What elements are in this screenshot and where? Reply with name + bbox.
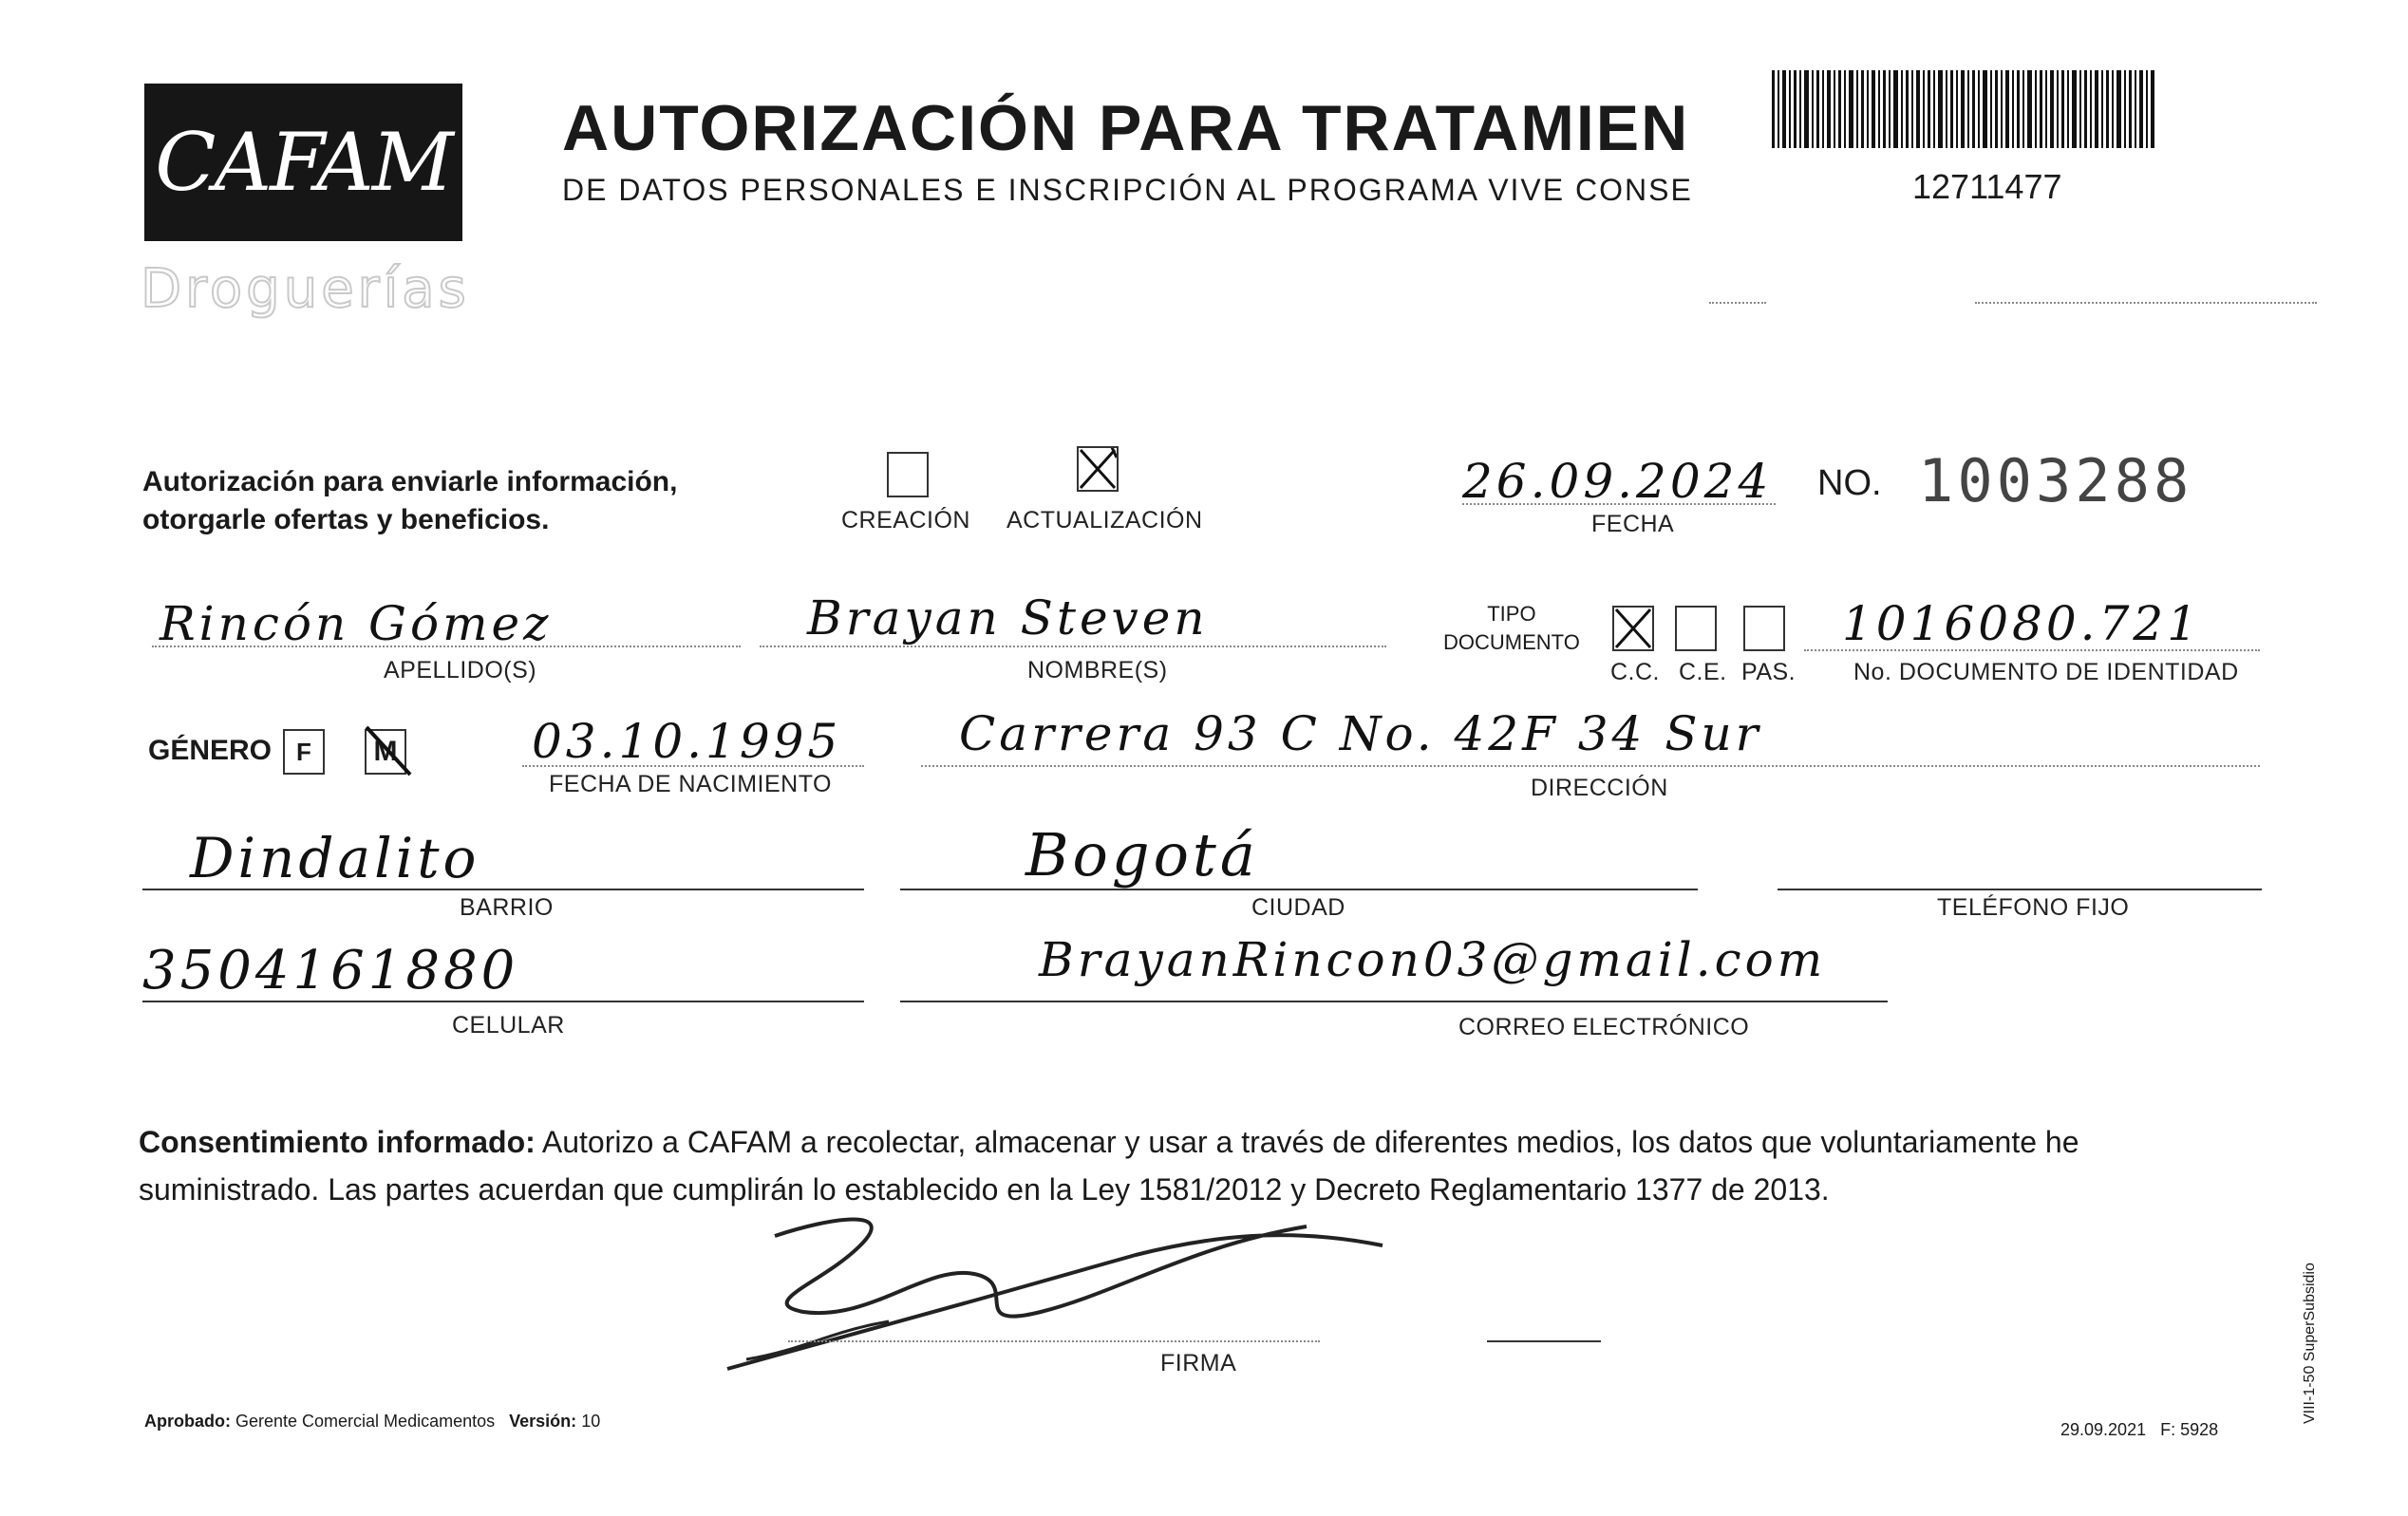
correo-label: CORREO ELECTRÓNICO [1458, 1014, 1750, 1040]
barrio-label: BARRIO [460, 894, 554, 921]
pas-checkbox[interactable] [1743, 606, 1785, 651]
firma-line [788, 1340, 1320, 1342]
documento-value[interactable]: 1016080.721 [1842, 596, 2202, 651]
genero-m-checkbox[interactable]: M [365, 729, 406, 775]
subbrand: Droguerías [141, 258, 470, 320]
footer-date-code [2060, 1420, 2218, 1440]
ciudad-value[interactable]: Bogotá [1025, 820, 1259, 889]
apellidos-line [152, 646, 741, 647]
side-vertical-text: VIII-1-50 SuperSubsidio [2302, 1263, 2318, 1424]
firma-label: FIRMA [1160, 1350, 1237, 1376]
header-rule-1 [1709, 302, 1766, 304]
nombres-label: NOMBRE(S) [1027, 657, 1168, 683]
logo-text: CAFAM [155, 116, 452, 209]
cc-label: C.C. [1610, 659, 1660, 685]
authorization-text [142, 463, 677, 539]
footer-approved [144, 1412, 600, 1432]
actualizacion-checkbox[interactable] [1077, 446, 1119, 492]
form-subtitle: DE DATOS PERSONALES E INSCRIPCIÓN AL PROGRAMA VIVE CONSE [562, 173, 1693, 207]
consent-heading: Consentimiento informado: [139, 1125, 536, 1159]
fecha-value[interactable]: 26.09.2024 [1462, 454, 1773, 509]
ciudad-label: CIUDAD [1251, 894, 1345, 921]
authorization-line-2: otorgarle ofertas y beneficios. [142, 504, 550, 535]
documento-label: DOCUMENTO [1443, 630, 1580, 654]
version-value: 10 [581, 1412, 601, 1431]
telefono-line [1778, 889, 2262, 890]
tipo-documento-label [1443, 600, 1580, 657]
barcode [1770, 70, 2157, 148]
check-mark-icon [1079, 448, 1117, 490]
genero-m-cross-icon [359, 720, 416, 780]
aprobado-value: Gerente Comercial Medicamentos [235, 1412, 496, 1431]
ce-label: C.E. [1679, 659, 1727, 685]
actualizacion-label: ACTUALIZACIÓN [1006, 507, 1203, 533]
fecha-line [1462, 503, 1776, 505]
nacimiento-line [522, 765, 864, 767]
genero-label: GÉNERO [148, 735, 273, 766]
nacimiento-value[interactable]: 03.10.1995 [532, 714, 842, 769]
check-mark-icon [1614, 608, 1652, 649]
barrio-line [142, 889, 864, 890]
correo-value[interactable]: BrayanRincon03@gmail.com [1039, 932, 1827, 987]
direccion-label: DIRECCIÓN [1531, 775, 1668, 801]
apellidos-value[interactable]: Rincón Gómez [160, 596, 553, 651]
header-rule-2 [1975, 302, 2317, 304]
ciudad-line [900, 889, 1698, 890]
documento-id-label: No. DOCUMENTO DE IDENTIDAD [1853, 659, 2239, 685]
consent-paragraph [139, 1118, 2266, 1213]
genero-f-checkbox[interactable]: F [283, 729, 325, 775]
nombres-value[interactable]: Brayan Steven [807, 590, 1209, 646]
documento-line [1804, 649, 2260, 651]
footer-code: F: 5928 [2160, 1420, 2219, 1439]
no-label: NO. [1817, 463, 1882, 503]
cc-checkbox[interactable] [1612, 606, 1654, 651]
creacion-checkbox[interactable] [887, 452, 929, 497]
celular-value[interactable]: 3504161880 [142, 940, 519, 1001]
no-value: 1003288 [1918, 446, 2193, 515]
aprobado-label: Aprobado: [144, 1412, 231, 1431]
authorization-line-1: Autorización para enviarle información, [142, 466, 678, 497]
direccion-value[interactable]: Carrera 93 C No. 42F 34 Sur [959, 706, 1762, 761]
pas-label: PAS. [1741, 659, 1797, 685]
direccion-line [921, 765, 2260, 767]
nombres-line [760, 646, 1386, 647]
footer-date: 29.09.2021 [2060, 1420, 2147, 1439]
form-title: AUTORIZACIÓN PARA TRATAMIEN [562, 92, 1690, 164]
signature-scribble [718, 1207, 1402, 1388]
celular-line [142, 1001, 864, 1002]
telefono-label: TELÉFONO FIJO [1937, 894, 2130, 921]
ce-checkbox[interactable] [1675, 606, 1717, 651]
consent-body: Autorizo a CAFAM a recolectar, almacenar y usar a través de diferentes medios, los datos que voluntariamente he suministrado. Las partes acuerdan que cumplirán lo establecido en la Ley 1581/2012 y Decreto Reglamentario 1377 de 2013. [139, 1125, 2079, 1207]
fecha-label: FECHA [1591, 511, 1675, 537]
firma-side-line [1487, 1340, 1601, 1342]
version-label: Versión: [509, 1412, 577, 1431]
barrio-value[interactable]: Dindalito [190, 826, 480, 890]
correo-line [900, 1001, 1888, 1002]
nacimiento-label: FECHA DE NACIMIENTO [549, 771, 832, 797]
tipo-label: TIPO [1487, 602, 1536, 626]
celular-label: CELULAR [452, 1012, 565, 1039]
apellidos-label: APELLIDO(S) [384, 657, 537, 683]
barcode-number: 12711477 [1912, 167, 2062, 206]
cafam-logo [144, 84, 462, 241]
creacion-label: CREACIÓN [841, 507, 970, 533]
